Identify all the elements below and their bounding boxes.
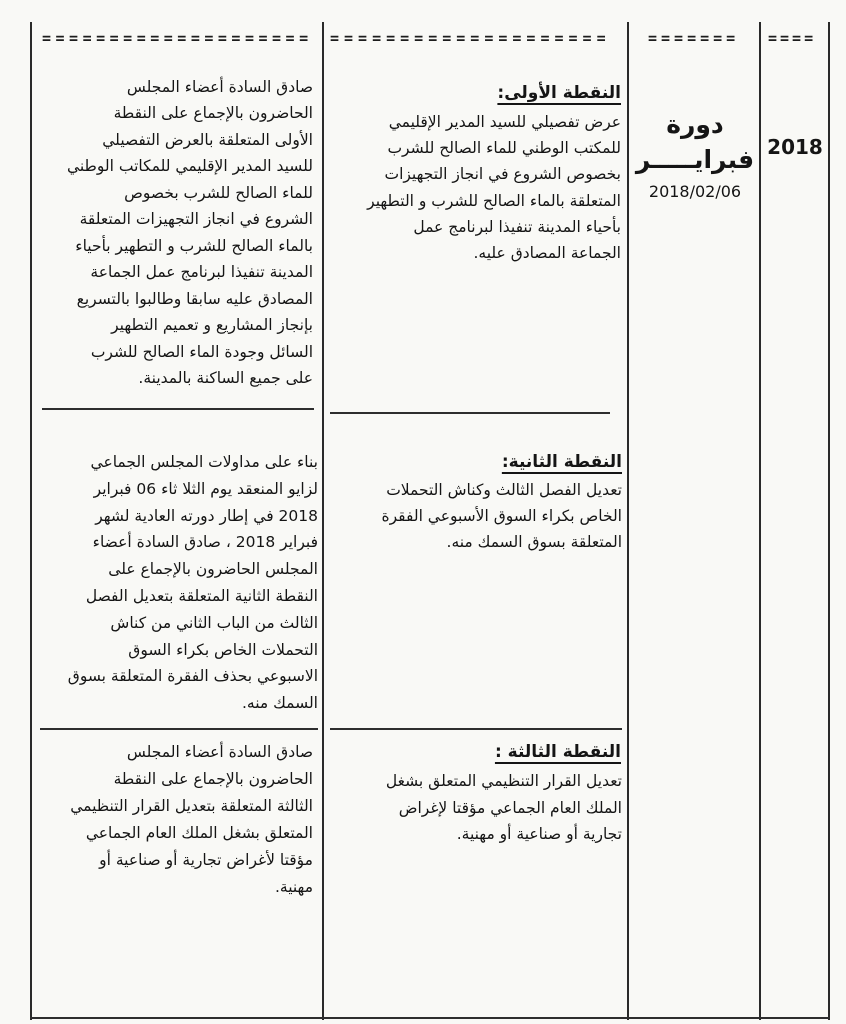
row-separator-point bbox=[330, 412, 610, 414]
point-line: المتعلقة بسوق السمك منه. bbox=[446, 533, 622, 551]
session-month: فبرايـــــر bbox=[635, 145, 755, 174]
point-line: الجماعة المصادق عليه. bbox=[473, 244, 621, 263]
point-line: الملك العام الجماعي مؤقتا لإغراض bbox=[398, 798, 622, 817]
point-text-3 bbox=[332, 768, 622, 848]
decision-line: الثالثة المتعلقة بتعديل القرار التنظيمي bbox=[70, 797, 313, 815]
row-separator-point bbox=[330, 728, 622, 730]
point-title: النقطة الثانية: bbox=[501, 452, 622, 472]
table-right-border bbox=[828, 22, 830, 1020]
decision-line: بإنجاز المشاريع و تعميم التطهير bbox=[111, 316, 313, 335]
point-line: المتعلقة بالماء الصالح للشرب و التطهير bbox=[367, 191, 621, 210]
row-separator-decision bbox=[40, 728, 318, 730]
session-date: 2018/02/06 bbox=[648, 182, 742, 201]
column-border-point-session bbox=[627, 22, 629, 1020]
point-title: النقطة الثالثة : bbox=[494, 742, 621, 762]
row-separator-decision bbox=[42, 408, 314, 410]
decision-line: المتعلق بشغل الملك العام الجماعي bbox=[85, 824, 313, 842]
decision-line: للسيد المدير الإقليمي للمكاتب الوطني bbox=[66, 157, 313, 176]
point-line: الخاص بكراء السوق الأسبوعي الفقرة bbox=[381, 507, 622, 525]
decision-line: على جميع الساكنة بالمدينة. bbox=[138, 368, 313, 387]
decision-line: الاسبوعي بحذف الفقرة المتعلقة بسوق bbox=[67, 667, 318, 686]
decision-line: المصادق عليه سابقا وطالبوا بالتسريع bbox=[76, 289, 313, 308]
decision-line: المجلس الحاضرون بالإجماع على bbox=[108, 560, 318, 579]
decision-line: مهنية. bbox=[274, 878, 313, 896]
decision-line: 2018 في إطار دورته العادية لشهر bbox=[95, 506, 318, 525]
decision-line: للماء الصالح للشرب بخصوص bbox=[124, 183, 313, 202]
decision-line: الشروع في انجاز التجهيزات المتعلقة bbox=[79, 210, 313, 229]
header-rule-session: ======= bbox=[648, 29, 740, 47]
point-title: النقطة الأولى: bbox=[497, 83, 621, 103]
decision-text-2 bbox=[44, 449, 318, 717]
point-line: للمكتب الوطني للماء الصالح للشرب bbox=[387, 139, 621, 158]
point-line: عرض تفصيلي للسيد المدير الإقليمي bbox=[388, 113, 621, 131]
decision-line: لزايو المنعقد يوم الثلا ثاء 06 فبراير bbox=[93, 479, 318, 498]
decision-line: فبراير 2018 ، صادق السادة أعضاء bbox=[92, 533, 318, 552]
column-border-session-year bbox=[759, 22, 761, 1020]
decision-line: الثالث من الباب الثاني من كناش bbox=[110, 613, 318, 632]
decision-line: الحاضرون بالإجماع على النقطة bbox=[113, 770, 313, 788]
decision-line: بناء على مداولات المجلس الجماعي bbox=[90, 453, 318, 471]
decision-line: السائل وجودة الماء الصالح للشرب bbox=[90, 342, 313, 361]
decision-line: التحملات الخاص بكراء السوق bbox=[128, 640, 318, 659]
decision-line: الأولى المتعلقة بالعرض التفصيلي bbox=[102, 130, 313, 149]
decision-text-3 bbox=[40, 739, 313, 901]
point-text-2 bbox=[332, 477, 622, 555]
header-rule-decision: ==================== bbox=[42, 29, 313, 47]
decision-line: النقطة الثانية المتعلقة بتعديل الفصل bbox=[85, 586, 318, 605]
year-cell: 2018 bbox=[767, 135, 823, 159]
decision-line: الحاضرون بالإجماع على النقطة bbox=[113, 104, 313, 123]
decision-line: السمك منه. bbox=[241, 694, 318, 713]
decision-text-1 bbox=[40, 74, 313, 391]
session-label: دورة bbox=[666, 110, 724, 139]
column-border-decision-point bbox=[322, 22, 324, 1020]
table-bottom-border bbox=[30, 1017, 830, 1019]
point-text-1 bbox=[332, 109, 621, 266]
table-left-border bbox=[30, 22, 32, 1020]
point-line: تعديل الفصل الثالث وكناش التحملات bbox=[386, 481, 622, 499]
decision-line: مؤقتا لأغراض تجارية أو صناعية أو bbox=[99, 851, 313, 869]
point-line: بخصوص الشروع في انجاز التجهيزات bbox=[384, 165, 621, 184]
decision-line: صادق السادة أعضاء المجلس bbox=[126, 78, 313, 96]
point-line: تعديل القرار التنظيمي المتعلق بشغل bbox=[385, 772, 622, 790]
header-rule-point: ==================== bbox=[330, 29, 611, 47]
header-rule-year: ==== bbox=[768, 29, 817, 47]
decision-line: صادق السادة أعضاء المجلس bbox=[126, 743, 313, 761]
point-line: تجارية أو صناعية أو مهنية. bbox=[456, 825, 622, 843]
decision-line: بالماء الصالح للشرب و التطهير بأحياء bbox=[75, 236, 313, 255]
decision-line: المدينة تنفيذا لبرنامج عمل الجماعة bbox=[90, 263, 313, 282]
point-line: بأحياء المدينة تنفيذا لبرنامج عمل bbox=[413, 217, 621, 236]
